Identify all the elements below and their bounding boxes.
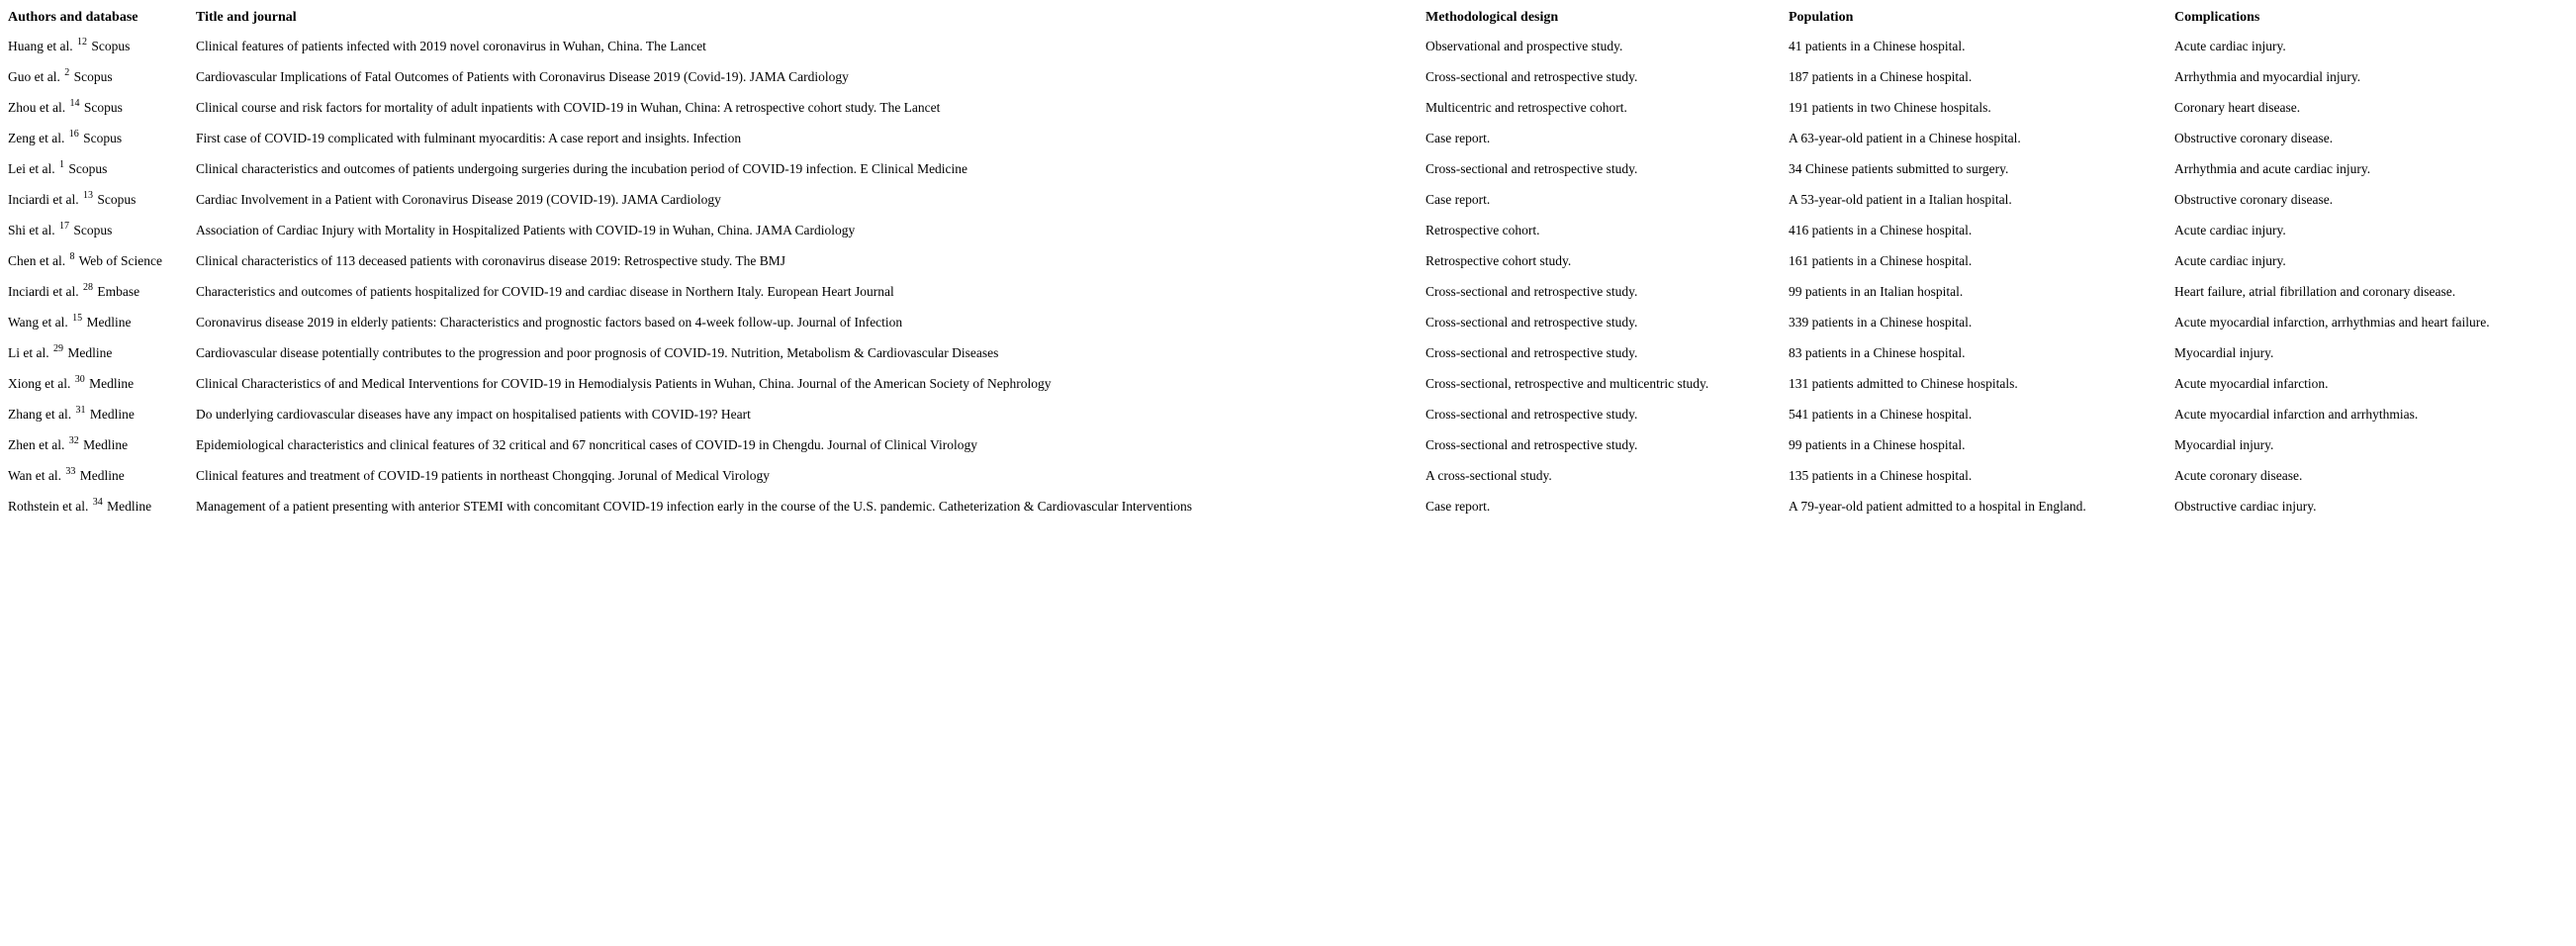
title-and-journal-cell: First case of COVID-19 complicated with fulminant myocarditis: A case report and insights. Infection bbox=[196, 130, 742, 145]
complications-cell: Heart failure, atrial fibrillation and coronary disease. bbox=[2174, 283, 2456, 299]
table-body bbox=[8, 31, 2570, 521]
database-name: Scopus bbox=[80, 99, 123, 115]
title-and-journal-cell: Cardiovascular Implications of Fatal Outcomes of Patients with Coronavirus Disease 2019 (Covid-19). JAMA Cardiology bbox=[196, 68, 849, 84]
author-name: Wang et al. bbox=[8, 314, 72, 330]
citation-reference-number: 30 bbox=[74, 374, 85, 385]
table-row bbox=[8, 491, 2570, 521]
population-cell: 41 patients in a Chinese hospital. bbox=[1789, 38, 1966, 53]
author-name: Chen et al. bbox=[8, 252, 69, 268]
title-and-journal-cell: Epidemiological characteristics and clinical features of 32 critical and 67 noncritical cases of COVID-19 in Chengdu. Journal of Clinical Virology bbox=[196, 436, 977, 452]
author-name: Rothstein et al. bbox=[8, 498, 92, 514]
table-row bbox=[8, 276, 2570, 307]
authors-cell bbox=[8, 123, 196, 153]
methodological-design-cell: Case report. bbox=[1426, 191, 1491, 207]
database-name: Medline bbox=[85, 375, 135, 391]
citation-reference-number: 28 bbox=[82, 282, 93, 293]
methodological-design-cell: Cross-sectional and retrospective study. bbox=[1426, 314, 1638, 330]
database-name: Medline bbox=[83, 314, 132, 330]
author-name: Li et al. bbox=[8, 344, 52, 360]
complications-cell: Obstructive cardiac injury. bbox=[2174, 498, 2317, 514]
title-and-journal-cell: Clinical characteristics of 113 deceased patients with coronavirus disease 2019: Retrospective study. The BMJ bbox=[196, 252, 785, 268]
citation-reference-number: 13 bbox=[82, 190, 93, 201]
author-name: Zhang et al. bbox=[8, 406, 75, 422]
database-name: Scopus bbox=[87, 38, 131, 53]
complications-cell: Obstructive coronary disease. bbox=[2174, 191, 2334, 207]
population-cell: 416 patients in a Chinese hospital. bbox=[1789, 222, 1973, 237]
title-and-journal-cell: Characteristics and outcomes of patients hospitalized for COVID-19 and cardiac disease in Northern Italy. European Heart Journal bbox=[196, 283, 894, 299]
authors-cell bbox=[8, 61, 196, 92]
population-cell: 131 patients admitted to Chinese hospitals. bbox=[1789, 375, 2018, 391]
population-cell: 161 patients in a Chinese hospital. bbox=[1789, 252, 1973, 268]
complications-cell: Obstructive coronary disease. bbox=[2174, 130, 2334, 145]
methodological-design-cell: Cross-sectional and retrospective study. bbox=[1426, 68, 1638, 84]
author-name: Shi et al. bbox=[8, 222, 58, 237]
methodological-design-cell: A cross-sectional study. bbox=[1426, 467, 1552, 483]
authors-cell bbox=[8, 491, 196, 521]
database-name: Medline bbox=[79, 436, 129, 452]
authors-cell bbox=[8, 337, 196, 368]
table-row bbox=[8, 123, 2570, 153]
authors-cell bbox=[8, 307, 196, 337]
complications-cell: Myocardial injury. bbox=[2174, 436, 2274, 452]
database-name: Scopus bbox=[70, 68, 113, 84]
title-and-journal-cell: Clinical features of patients infected with 2019 novel coronavirus in Wuhan, China. The Lancet bbox=[196, 38, 706, 53]
citation-reference-number: 33 bbox=[65, 466, 76, 477]
methodological-design-cell: Cross-sectional and retrospective study. bbox=[1426, 436, 1638, 452]
database-name: Embase bbox=[93, 283, 140, 299]
author-name: Lei et al. bbox=[8, 160, 58, 176]
database-name: Web of Science bbox=[75, 252, 162, 268]
table-row bbox=[8, 245, 2570, 276]
population-cell: 135 patients in a Chinese hospital. bbox=[1789, 467, 1973, 483]
author-name: Guo et al. bbox=[8, 68, 64, 84]
table-header-row bbox=[8, 4, 2570, 31]
authors-cell bbox=[8, 368, 196, 399]
population-cell: A 53-year-old patient in a Italian hospital. bbox=[1789, 191, 2012, 207]
population-cell: A 63-year-old patient in a Chinese hospital. bbox=[1789, 130, 2021, 145]
col-header-authors-and-database: Authors and database bbox=[8, 9, 138, 25]
methodological-design-cell: Cross-sectional and retrospective study. bbox=[1426, 344, 1638, 360]
col-header-title-and-journal: Title and journal bbox=[196, 9, 297, 25]
author-name: Huang et al. bbox=[8, 38, 76, 53]
complications-cell: Acute cardiac injury. bbox=[2174, 252, 2286, 268]
population-cell: 99 patients in a Chinese hospital. bbox=[1789, 436, 1966, 452]
methodological-design-cell: Case report. bbox=[1426, 498, 1491, 514]
col-header-population: Population bbox=[1789, 9, 1854, 25]
methodological-design-cell: Cross-sectional and retrospective study. bbox=[1426, 406, 1638, 422]
title-and-journal-cell: Cardiac Involvement in a Patient with Coronavirus Disease 2019 (COVID-19). JAMA Cardiology bbox=[196, 191, 721, 207]
studies-table bbox=[8, 4, 2570, 521]
citation-reference-number: 14 bbox=[69, 98, 80, 109]
population-cell: 191 patients in two Chinese hospitals. bbox=[1789, 99, 1991, 115]
title-and-journal-cell: Clinical course and risk factors for mortality of adult inpatients with COVID-19 in Wuhan, China: A retrospective cohort study. The Lancet bbox=[196, 99, 941, 115]
table-row bbox=[8, 215, 2570, 245]
methodological-design-cell: Cross-sectional and retrospective study. bbox=[1426, 160, 1638, 176]
methodological-design-cell: Retrospective cohort. bbox=[1426, 222, 1540, 237]
database-name: Scopus bbox=[70, 222, 113, 237]
complications-cell: Coronary heart disease. bbox=[2174, 99, 2301, 115]
database-name: Scopus bbox=[79, 130, 123, 145]
citation-reference-number: 17 bbox=[59, 221, 69, 232]
authors-cell bbox=[8, 31, 196, 61]
table-row bbox=[8, 460, 2570, 491]
citation-reference-number: 2 bbox=[64, 67, 70, 78]
complications-cell: Myocardial injury. bbox=[2174, 344, 2274, 360]
authors-cell bbox=[8, 184, 196, 215]
title-and-journal-cell: Association of Cardiac Injury with Mortality in Hospitalized Patients with COVID-19 in Wuhan, China. JAMA Cardiology bbox=[196, 222, 856, 237]
citation-reference-number: 8 bbox=[69, 251, 75, 262]
title-and-journal-cell: Coronavirus disease 2019 in elderly patients: Characteristics and prognostic factors based on 4-week follow-up. Journal of Infection bbox=[196, 314, 903, 330]
authors-cell bbox=[8, 92, 196, 123]
methodological-design-cell: Cross-sectional and retrospective study. bbox=[1426, 283, 1638, 299]
methodological-design-cell: Cross-sectional, retrospective and multicentric study. bbox=[1426, 375, 1709, 391]
complications-cell: Arrhythmia and myocardial injury. bbox=[2174, 68, 2361, 84]
authors-cell bbox=[8, 245, 196, 276]
database-name: Scopus bbox=[93, 191, 137, 207]
table-row bbox=[8, 368, 2570, 399]
methodological-design-cell: Observational and prospective study. bbox=[1426, 38, 1623, 53]
citation-reference-number: 1 bbox=[58, 159, 64, 170]
complications-cell: Acute coronary disease. bbox=[2174, 467, 2303, 483]
population-cell: A 79-year-old patient admitted to a hospital in England. bbox=[1789, 498, 2086, 514]
table-row bbox=[8, 307, 2570, 337]
database-name: Medline bbox=[86, 406, 135, 422]
col-header-complications: Complications bbox=[2174, 9, 2260, 25]
table-row bbox=[8, 184, 2570, 215]
citation-reference-number: 31 bbox=[75, 405, 86, 416]
title-and-journal-cell: Do underlying cardiovascular diseases have any impact on hospitalised patients with COVID-19? Heart bbox=[196, 406, 751, 422]
methodological-design-cell: Case report. bbox=[1426, 130, 1491, 145]
database-name: Medline bbox=[76, 467, 125, 483]
citation-reference-number: 29 bbox=[52, 343, 63, 354]
complications-cell: Acute myocardial infarction. bbox=[2174, 375, 2329, 391]
author-name: Zhou et al. bbox=[8, 99, 69, 115]
population-cell: 187 patients in a Chinese hospital. bbox=[1789, 68, 1973, 84]
population-cell: 99 patients in an Italian hospital. bbox=[1789, 283, 1964, 299]
title-and-journal-cell: Cardiovascular disease potentially contributes to the progression and poor prognosis of COVID-19. Nutrition, Metabolism & Cardiovascular Diseases bbox=[196, 344, 999, 360]
authors-cell bbox=[8, 429, 196, 460]
complications-cell: Arrhythmia and acute cardiac injury. bbox=[2174, 160, 2371, 176]
title-and-journal-cell: Clinical Characteristics of and Medical Interventions for COVID-19 in Hemodialysis Patients in Wuhan, China. Journal of the American Society of Nephrology bbox=[196, 375, 1052, 391]
database-name: Medline bbox=[63, 344, 113, 360]
table-row bbox=[8, 31, 2570, 61]
title-and-journal-cell: Clinical features and treatment of COVID-19 patients in northeast Chongqing. Jorunal of Medical Virology bbox=[196, 467, 771, 483]
author-name: Zhen et al. bbox=[8, 436, 68, 452]
authors-cell bbox=[8, 399, 196, 429]
col-header-methodological-design: Methodological design bbox=[1426, 9, 1559, 25]
complications-cell: Acute cardiac injury. bbox=[2174, 222, 2286, 237]
complications-cell: Acute myocardial infarction and arrhythmias. bbox=[2174, 406, 2419, 422]
authors-cell bbox=[8, 215, 196, 245]
table-row bbox=[8, 92, 2570, 123]
title-and-journal-cell: Management of a patient presenting with anterior STEMI with concomitant COVID-19 infection early in the course of the U.S. pandemic. Catheterization & Cardiovascular Interventions bbox=[196, 498, 1192, 514]
author-name: Xiong et al. bbox=[8, 375, 74, 391]
table-row bbox=[8, 399, 2570, 429]
table-row bbox=[8, 61, 2570, 92]
author-name: Inciardi et al. bbox=[8, 283, 82, 299]
population-cell: 339 patients in a Chinese hospital. bbox=[1789, 314, 1973, 330]
database-name: Medline bbox=[103, 498, 152, 514]
citation-reference-number: 12 bbox=[76, 37, 87, 47]
citation-reference-number: 16 bbox=[68, 129, 79, 140]
citation-reference-number: 15 bbox=[72, 313, 83, 324]
authors-cell bbox=[8, 460, 196, 491]
author-name: Inciardi et al. bbox=[8, 191, 82, 207]
title-and-journal-cell: Clinical characteristics and outcomes of patients undergoing surgeries during the incubation period of COVID-19 infection. E Clinical Medicine bbox=[196, 160, 968, 176]
table-row bbox=[8, 429, 2570, 460]
table-row bbox=[8, 337, 2570, 368]
table-row bbox=[8, 153, 2570, 184]
population-cell: 34 Chinese patients submitted to surgery. bbox=[1789, 160, 2009, 176]
population-cell: 83 patients in a Chinese hospital. bbox=[1789, 344, 1966, 360]
citation-reference-number: 32 bbox=[68, 435, 79, 446]
methodological-design-cell: Multicentric and retrospective cohort. bbox=[1426, 99, 1627, 115]
population-cell: 541 patients in a Chinese hospital. bbox=[1789, 406, 1973, 422]
authors-cell bbox=[8, 276, 196, 307]
author-name: Zeng et al. bbox=[8, 130, 68, 145]
database-name: Scopus bbox=[64, 160, 108, 176]
complications-cell: Acute myocardial infarction, arrhythmias and heart failure. bbox=[2174, 314, 2490, 330]
authors-cell bbox=[8, 153, 196, 184]
citation-reference-number: 34 bbox=[92, 497, 103, 508]
methodological-design-cell: Retrospective cohort study. bbox=[1426, 252, 1572, 268]
author-name: Wan et al. bbox=[8, 467, 65, 483]
complications-cell: Acute cardiac injury. bbox=[2174, 38, 2286, 53]
